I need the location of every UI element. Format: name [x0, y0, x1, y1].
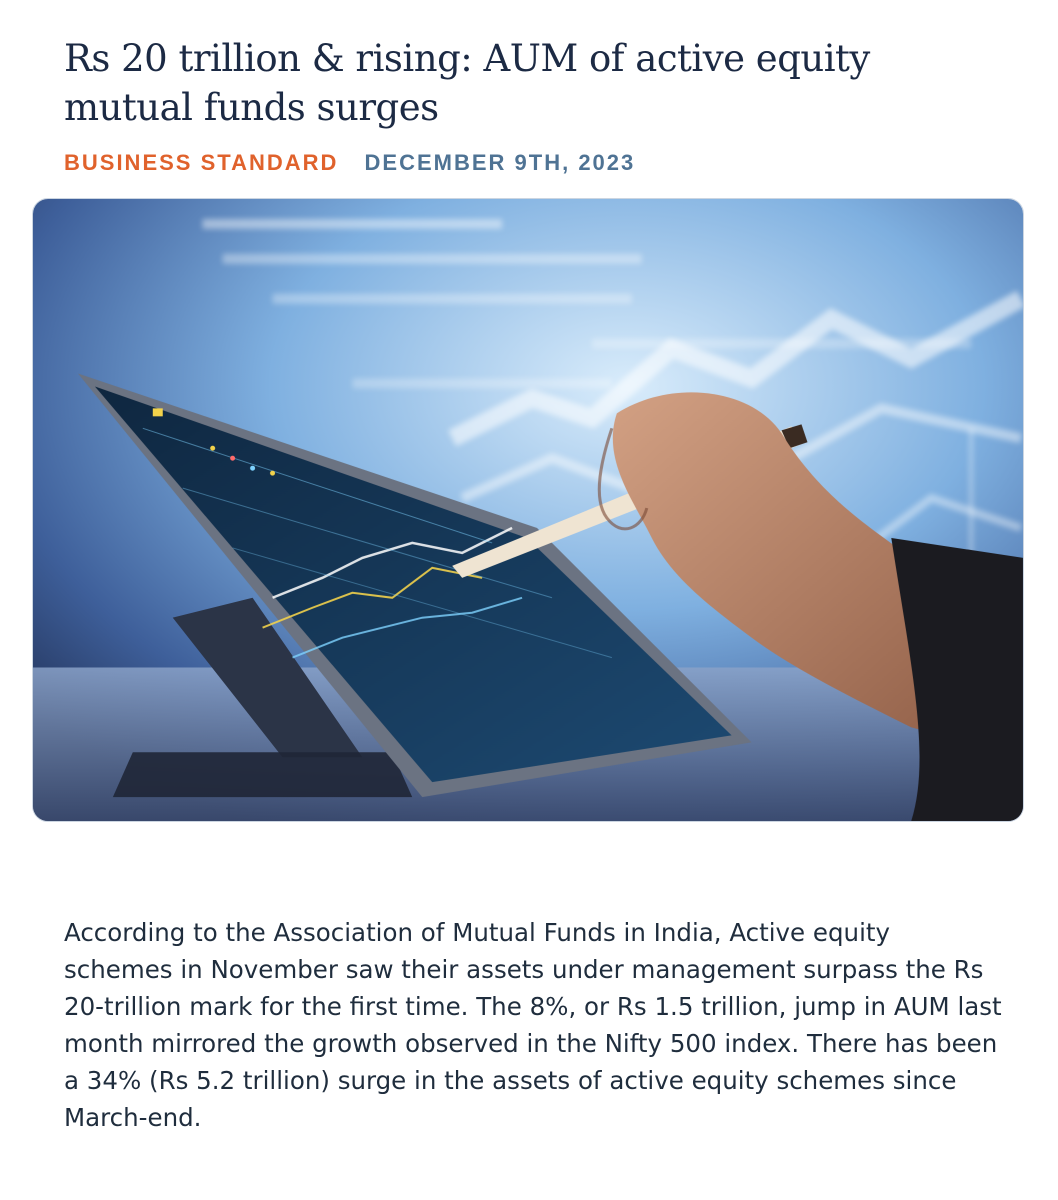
article-source[interactable]: BUSINESS STANDARD — [64, 150, 339, 175]
hero-image — [32, 198, 1024, 822]
article-headline: Rs 20 trillion & rising: AUM of active equity mutual funds surges — [64, 37, 870, 129]
article-date: DECEMBER 9TH, 2023 — [364, 150, 636, 175]
hero-illustration — [33, 199, 1023, 821]
article-body: According to the Association of Mutual Funds in India, Active equity schemes in November saw their assets under management surpass the Rs 20-trillion mark for the first time. The 8%, or Rs 1.5 trillion, jump in AUM last month mirrored the growth observed in the Nifty 500 index. There has been a 34% (Rs 5.2 trillion) surge in the assets of active equity schemes since March-end. — [64, 918, 1002, 1132]
article-meta — [64, 150, 635, 176]
tablet-stand-base — [113, 752, 412, 797]
